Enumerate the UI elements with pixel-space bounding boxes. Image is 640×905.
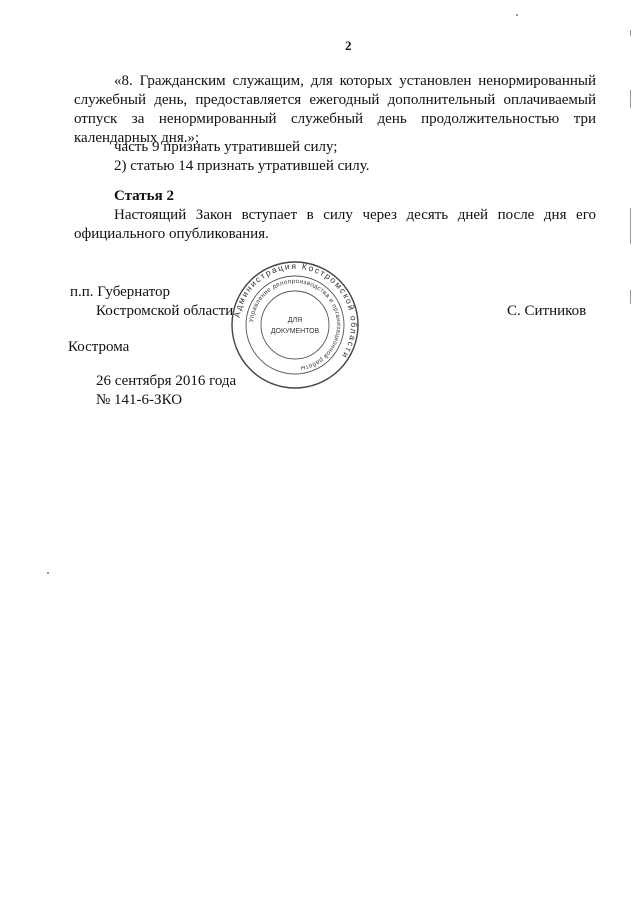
place-of-signing: Кострома [68,339,130,355]
law-number: № 141-6-ЗКО [96,392,183,408]
signature-region: Костромской области [96,303,234,319]
amendment-quote-paragraph [74,72,596,148]
signature-name: С. Ситников [507,303,587,319]
seal-inner-text: Управление делопроизводства и организационной работы [248,277,343,372]
law-date: 26 сентября 2016 года [96,373,237,389]
amendment-quote-text: «8. Гражданским служащим, для которых установлен ненормированный служебный день, предоставляется ежегодный дополнительный оплачиваемый отпуск за ненормированный служебный день продолжительностью три календарных дня.»; [74,73,596,146]
item-part-9: часть 9 признать утратившей силу; [114,139,338,155]
seal-inner-ring [261,291,329,359]
seal-outer-text: Администрация Костромской области [231,260,360,362]
scan-artifact [630,30,631,36]
scan-artifact [630,290,631,304]
item-article-14: 2) статью 14 признать утратившей силу. [114,158,370,174]
scan-artifact [47,572,49,574]
seal-center-line-1: ДЛЯ [287,317,303,324]
signature-title: п.п. Губернатор [70,284,170,300]
article-2-heading: Статья 2 [114,188,174,204]
scan-artifact [630,208,631,244]
seal-graphic [230,260,360,390]
official-seal-stamp [230,260,360,390]
seal-center-line-2: ДОКУМЕНТОВ [270,328,320,335]
article-2-paragraph [74,206,596,244]
page-number: 2 [345,38,352,53]
scan-artifact [516,14,518,16]
article-2-text: Настоящий Закон вступает в силу через десять дней после дня его официального опубликования. [74,207,596,242]
scan-artifact [630,90,631,108]
